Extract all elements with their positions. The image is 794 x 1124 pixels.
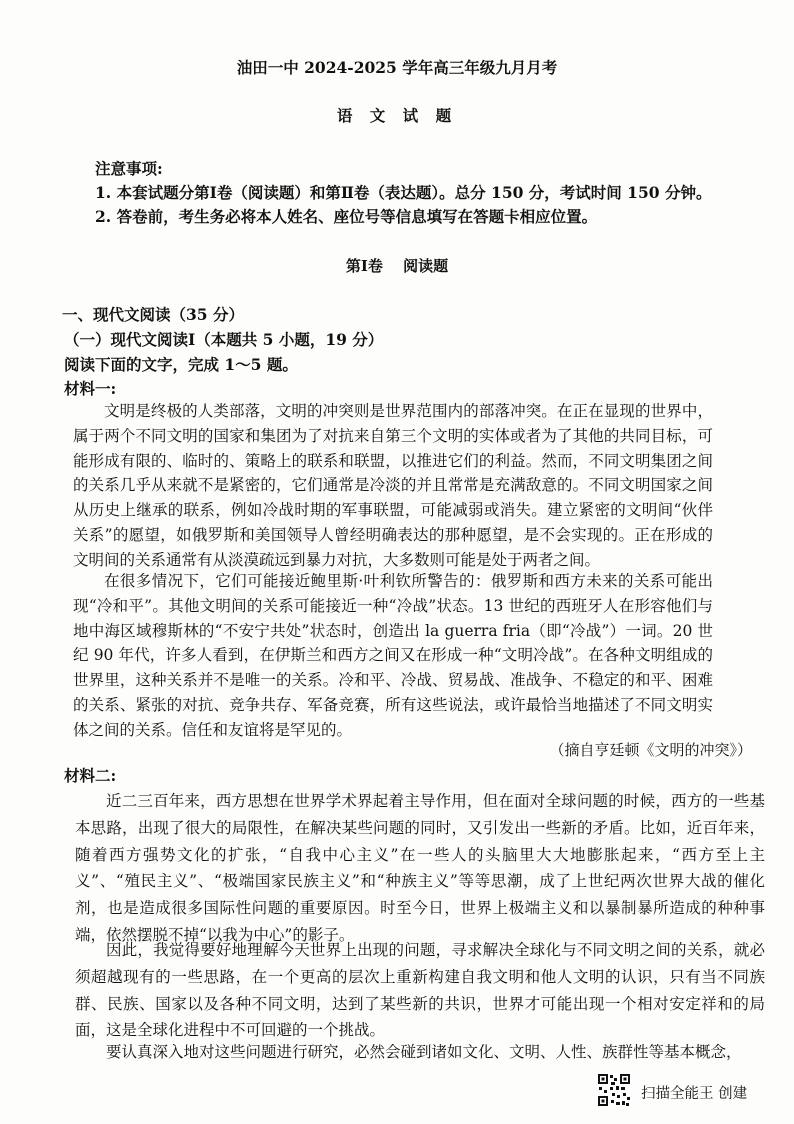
- notes-heading: 注意事项:: [95, 159, 163, 178]
- subject-title: 语 文 试 题: [336, 106, 458, 125]
- exam-title: 油田一中 2024-2025 学年高三年级九月月考: [236, 58, 558, 77]
- material2-paragraph-2: 因此，我觉得要好地理解今天世界上出现的问题，寻求解决全球化与不同文明之间的关系，就必须超越现有的一些思路，在一个更高的层次上重新构建自我文明和他人文明的认识，只有当不同族群、民族、国家以及各种不同文明，达到了某些新的共识，世界才可能出现一个相对安定祥和的局面，这是全球化进程中不可回避的一个挑战。: [75, 941, 765, 1040]
- material1-paragraph-1: 文明是终极的人类部落，文明的冲突则是世界范围内的部落冲突。在正在显现的世界中，属于两个不同文明的国家和集团为了对抗来自第三个文明的实体或者为了其他的共同目标，可能形成有限的、临时的、策略上的联系和联盟，以推进它们的利益。然而，不同文明集团之间的关系几乎从来就不是紧密的，它们通常是冷淡的并且常常是充满敌意的。不同文明国家之间从历史上继承的联系，例如冷战时期的军事联盟，可能减弱或消失。建立紧密的文明间“伙伴关系”的愿望，如俄罗斯和美国领导人曾经明确表达的那种愿望，是不会实现的。正在形成的文明间的关系通常有从淡漠疏远到暴力对抗，大多数则可能是处于两者之间。: [73, 402, 713, 569]
- qr-code-icon: [597, 1073, 631, 1107]
- material2-paragraph-3: 要认真深入地对这些问题进行研究，必然会碰到诸如文化、文明、人性、族群性等基本概念，: [106, 1043, 742, 1061]
- material1-label: 材料一:: [64, 379, 117, 398]
- notes-item-1: 1. 本套试题分第Ⅰ卷（阅读题）和第Ⅱ卷（表达题）。总分 150 分，考试时间 150 分钟。: [95, 183, 712, 202]
- material1-paragraph-2: 在很多情况下，它们可能接近鲍里斯·叶利钦所警告的：俄罗斯和西方未来的关系可能出现“冷和平”。其他文明间的关系可能接近一种“冷战”状态。13 世纪的西班牙人在形容他们与地中海区域穆斯林的“不安宁共处”状态时，创造出 la guerra fria（即“冷战”）一词。20 世纪 90 年代，许多人看到，在伊斯兰和西方之间又在形成一种“文明冷战”。在各种文明组成的世界里，这种关系并不是唯一的关系。冷和平、冷战、贸易战、准战争、不稳定的和平、困难的关系、紧张的对抗、竞争共存、军备竞赛，所有这些说法，或许最恰当地描述了不同文明实体之间的关系。信任和友谊将是罕见的。: [73, 572, 713, 739]
- material2-label: 材料二:: [64, 766, 117, 785]
- material1-source: （摘自亨廷顿《文明的冲突》）: [549, 741, 752, 759]
- section-heading: 一、现代文阅读（35 分）: [62, 305, 244, 324]
- notes-item-2: 2. 答卷前，考生务必将本人姓名、座位号等信息填写在答题卡相应位置。: [95, 207, 598, 226]
- section-instruction: 阅读下面的文字，完成 1～5 题。: [64, 355, 298, 374]
- scanner-brand-text: 扫描全能王 创建: [641, 1086, 748, 1102]
- section-subheading: （一）现代文阅读Ⅰ（本题共 5 小题，19 分）: [64, 330, 384, 349]
- scanner-watermark: [597, 1073, 775, 1109]
- material2-paragraph-1: 近二三百年来，西方思想在世界学术界起着主导作用，但在面对全球问题的时候，西方的一些基本思路，出现了很大的局限性，在解决某些问题的同时，又引发出一些新的矛盾。比如，近百年来，随着西方强势文化的扩张，“自我中心主义”在一些人的头脑里大大地膨胀起来，“西方至上主义”、“殖民主义”、“极端国家民族主义”和“种族主义”等等思潮，成了上世纪两次世界大战的催化剂，也是造成很多国际性问题的重要原因。时至今日，世界上极端主义和以暴制暴所造成的种种事端，依然摆脱不掉“以我为中心”的影子。: [75, 792, 765, 944]
- part-title: 第Ⅰ卷 阅读题: [345, 257, 449, 275]
